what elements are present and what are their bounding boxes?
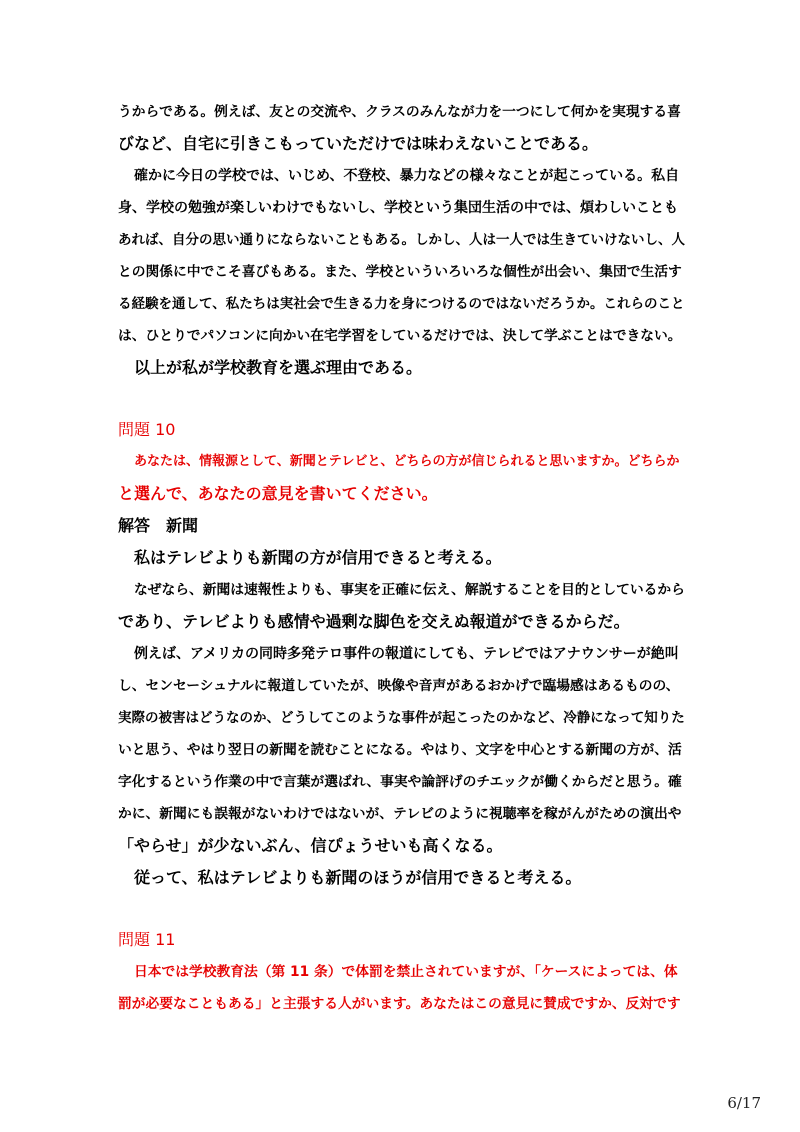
question-10-heading: 問題 10 [118,420,176,439]
text-line: かに、新聞にも誤報がないわけではないが、テレビのように視聴率を稼がんがための演出や [118,806,682,822]
question-11-text: 日本では学校教育法（第 11 条）で体罰を禁止されていますが、「ケースによっては、体 [134,964,678,980]
text-line: であり、テレビよりも感情や過剰な脚色を交えぬ報道ができるからだ。 [118,612,630,631]
text-line: 確かに今日の学校では、いじめ、不登校、暴力などの様々なことが起こっている。私自 [134,168,680,184]
text-line: 字化するという作業の中で言葉が選ばれ、事実や論評げのチエックが働くからだと思う。確 [118,774,682,790]
text-line: びなど、自宅に引きこもっていただけでは味わえないことである。 [118,134,599,153]
text-line: 実際の被害はどうなのか、どうしてこのような事件が起こったのかなど、冷静になって知りた [118,710,685,726]
question-10-text: あなたは、情報源として、新聞とテレビと、どちらの方が信じられると思いますか。どちらか [134,454,680,469]
text-line: あれば、自分の思い通りにならないこともある。しかし、人は一人では生きていけないし、人 [118,232,685,248]
text-line: し、センセーシュナルに報道していたが、映像や音声があるおかげで臨場感はあるものの、 [118,678,680,694]
text-line: 以上が私が学校教育を選ぶ理由である。 [134,358,423,377]
text-line: うからである。例えば、友との交流や、クラスのみんなが力を一つにして何かを実現する喜 [118,104,681,120]
text-line: いと思う、やはり翌日の新聞を読むことになる。やはり、文字を中心とする新聞の方が、活 [118,742,682,758]
question-11-text: 罰が必要なこともある」と主張する人がいます。あなたはこの意見に賛成ですか、反対です [118,996,681,1012]
question-10-text: と選んで、あなたの意見を書いてください。 [118,484,438,503]
question-11-heading: 問題 11 [118,930,176,949]
text-line: は、ひとりでパソコンに向かい在宅学習をしているだけでは、決して学ぶことはできない。 [118,328,682,344]
text-line: との関係に中でこそ喜びもある。また、学校といういろいろな個性が出会い、集団で生活す [118,264,682,280]
text-line: 私はテレビよりも新聞の方が信用できると考える。 [134,548,502,567]
text-line: 例えば、アメリカの同時多発テロ事件の報道にしても、テレビではアナウンサーが絶叫 [134,646,679,662]
text-line: なぜなら、新聞は速報性よりも、事実を正確に伝え、解説することを目的としているから [134,582,685,598]
answer-label: 解答 新聞 [118,516,199,535]
text-line: 身、学校の勉強が楽しいわけでもないし、学校という集団生活の中では、煩わしいことも [118,200,678,216]
text-line: る経験を通して、私たちは実社会で生きる力を身につけるのではないだろうか。これらのこと [118,296,685,312]
text-line: 「やらせ」が少ないぶん、信ぴょうせいも高くなる。 [118,836,503,855]
page-number: 6/17 [727,1094,761,1112]
text-line: 従って、私はテレビよりも新聞のほうが信用できると考える。 [134,868,582,887]
